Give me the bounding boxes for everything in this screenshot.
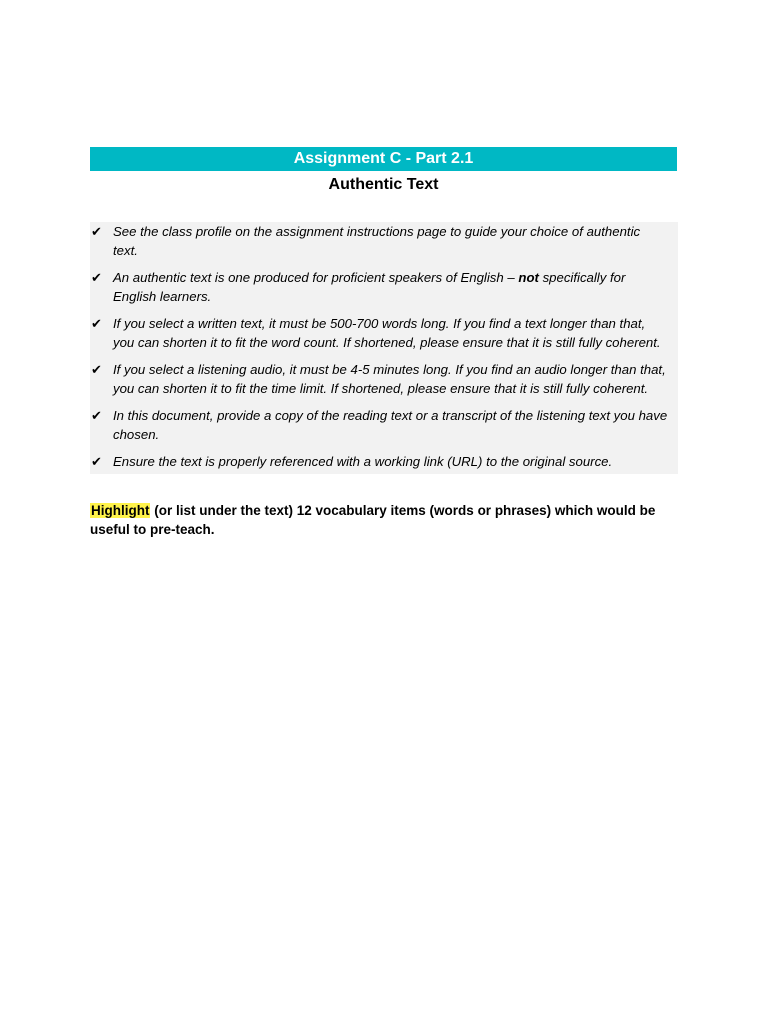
instruction-text: An authentic text is one produced for proficient speakers of English – bbox=[113, 270, 519, 285]
instruction-text: Ensure the text is properly referenced with a working link (URL) to the original source. bbox=[113, 454, 613, 469]
check-icon: ✔ bbox=[91, 224, 102, 239]
document-page bbox=[90, 147, 677, 539]
instruction-text: specifically for English learners. bbox=[113, 270, 626, 304]
instruction-item bbox=[90, 314, 678, 352]
highlight-word: Highlight bbox=[91, 503, 150, 518]
instruction-text: See the class profile on the assignment instructions page to guide your choice of authentic text. bbox=[113, 224, 641, 258]
instruction-text: If you select a written text, it must be 500-700 words long. If you find a text longer than that, you can shorten it to fit the word count. If shortened, please ensure that it is still fully coherent. bbox=[113, 316, 661, 350]
instruction-item bbox=[90, 268, 678, 306]
instructions-box bbox=[90, 222, 678, 474]
check-icon: ✔ bbox=[91, 454, 102, 469]
check-icon: ✔ bbox=[91, 408, 102, 423]
assignment-title: Assignment C - Part 2.1 bbox=[293, 150, 474, 167]
instruction-emphasis: not bbox=[518, 270, 539, 285]
check-icon: ✔ bbox=[91, 270, 102, 285]
instruction-item bbox=[90, 360, 678, 398]
check-icon: ✔ bbox=[91, 362, 102, 377]
instruction-item bbox=[90, 452, 678, 473]
vocabulary-instruction-text: (or list under the text) 12 vocabulary items (words or phrases) which would be useful to pre-teach. bbox=[90, 503, 656, 537]
instruction-text: If you select a listening audio, it must be 4-5 minutes long. If you find an audio longer than that, you can shorten it to fit the time limit. If shortened, please ensure that it is still fully coherent. bbox=[113, 362, 666, 396]
instruction-text: In this document, provide a copy of the reading text or a transcript of the listening text you have chosen. bbox=[113, 408, 668, 442]
vocabulary-instruction bbox=[90, 501, 665, 539]
document-subtitle: Authentic Text bbox=[328, 176, 439, 193]
check-icon: ✔ bbox=[91, 316, 102, 331]
assignment-title-bar bbox=[90, 147, 677, 171]
instruction-item bbox=[90, 406, 678, 444]
instruction-item bbox=[90, 222, 678, 260]
